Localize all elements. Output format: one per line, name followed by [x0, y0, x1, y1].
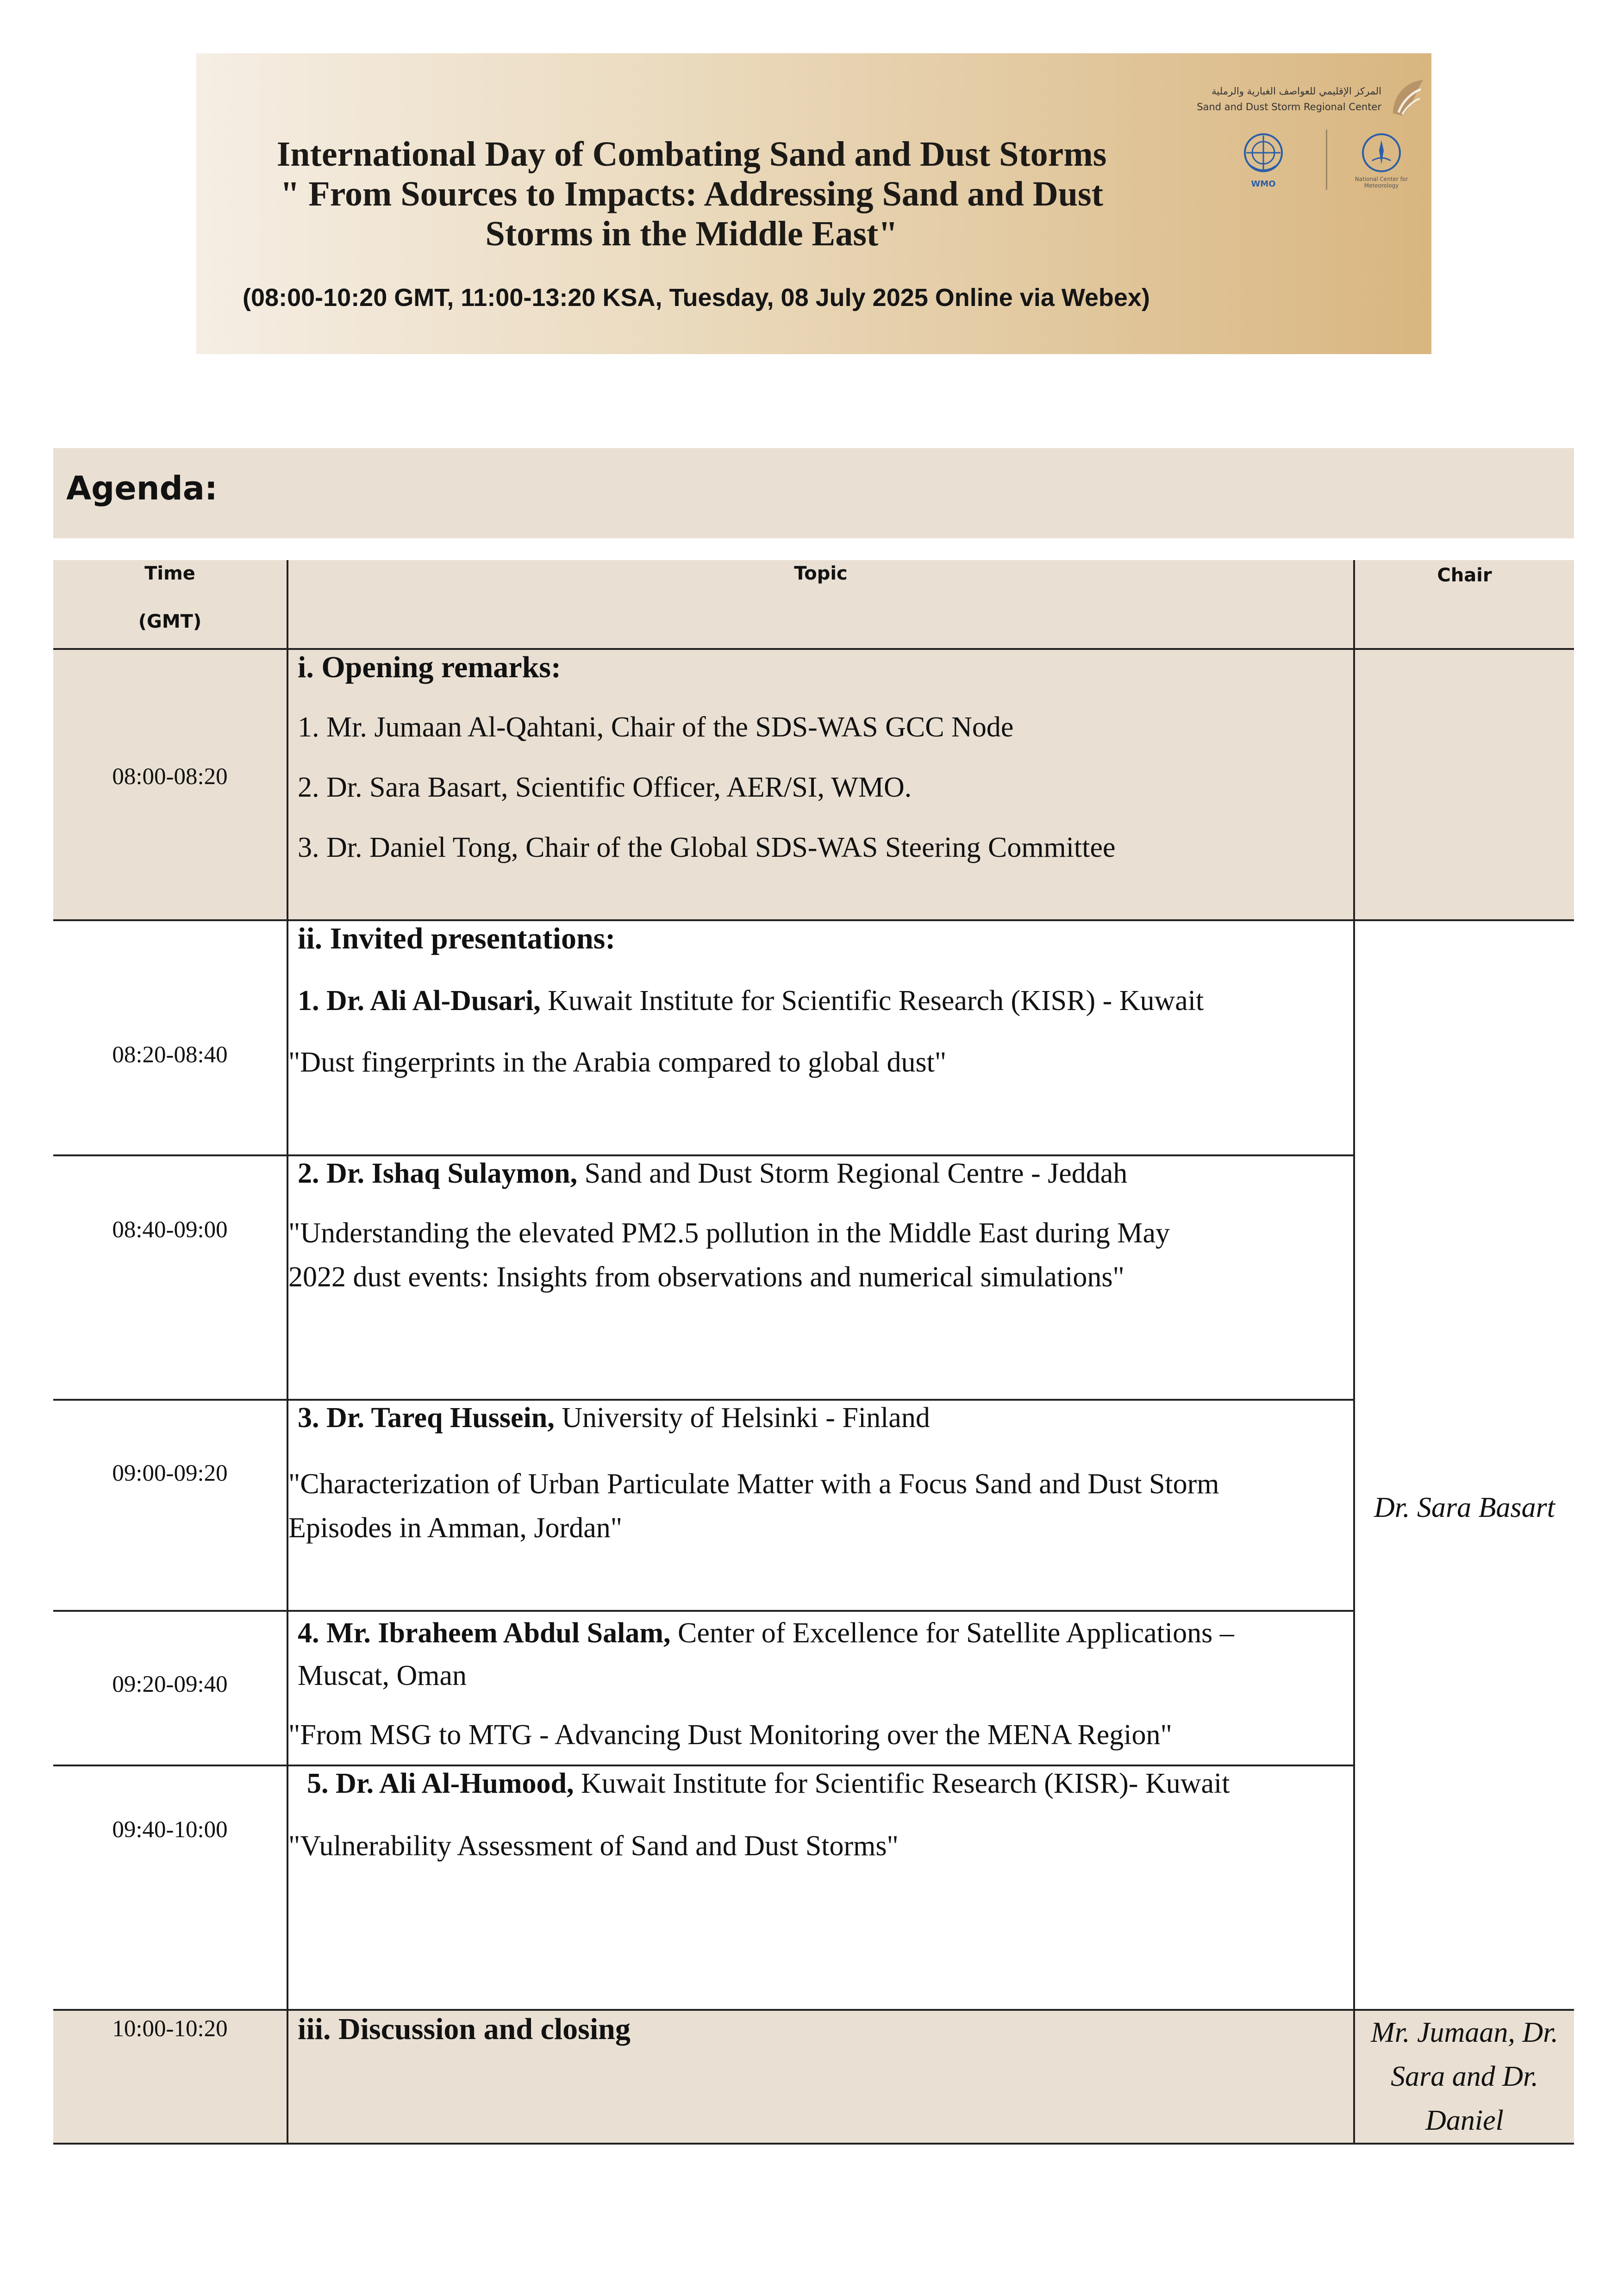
table-row	[53, 649, 1574, 920]
speaker-line	[288, 1156, 1353, 1191]
table-row	[53, 1155, 1574, 1400]
agenda-heading-band	[53, 448, 1574, 538]
list-item: 2. Dr. Sara Basart, Scientific Officer, AER/SI, WMO.	[298, 772, 912, 803]
table-row	[53, 920, 1574, 1155]
talk-title: "Dust fingerprints in the Arabia compared to global dust"	[288, 1047, 947, 1078]
speaker-affiliation: Center of Excellence for Satellite Applications –	[670, 1617, 1234, 1649]
agenda-heading: Agenda:	[66, 469, 218, 507]
wmo-label: WMO	[1251, 179, 1276, 189]
sds-center-logo-icon	[1388, 76, 1425, 118]
event-banner	[196, 53, 1431, 354]
ncm-emblem-icon	[1361, 132, 1402, 174]
table-row	[53, 2010, 1574, 2144]
time-slot: 09:20-09:40	[112, 1671, 228, 1697]
speaker-line	[298, 984, 1353, 1018]
section-heading: ii. Invited presentations:	[298, 922, 616, 955]
speaker-affiliation: University of Helsinki - Finland	[554, 1402, 930, 1434]
table-row	[53, 1611, 1574, 1765]
list-item: 3. Dr. Daniel Tong, Chair of the Global SDS-WAS Steering Committee	[298, 832, 1116, 863]
event-schedule-subtitle: (08:00-10:20 GMT, 11:00-13:20 KSA, Tuesday, 08 July 2025 Online via Webex)	[243, 284, 1150, 312]
list-item: 1. Mr. Jumaan Al-Qahtani, Chair of the SDS-WAS GCC Node	[298, 711, 1014, 743]
event-title: International Day of Combating Sand and Dust Storms " From Sources to Impacts: Addressing Sand and Dust Storms in the Middle East"	[276, 135, 1107, 253]
topic-column-header: Topic	[287, 560, 1354, 649]
time-column-header: Time (GMT)	[53, 560, 287, 649]
closing-chairs: Mr. Jumaan, Dr. Sara and Dr. Daniel	[1371, 2017, 1558, 2136]
time-slot: 10:00-10:20	[112, 2016, 228, 2042]
chair-column-header: Chair	[1354, 560, 1574, 649]
speaker-name: 3. Dr. Tareq Hussein,	[298, 1402, 555, 1434]
logo-divider	[1326, 130, 1327, 190]
presentations-chair: Dr. Sara Basart	[1374, 1492, 1555, 1523]
time-slot: 08:00-08:20	[112, 764, 228, 790]
ncm-label: National Center for Meteorology	[1355, 176, 1408, 189]
talk-title: "Vulnerability Assessment of Sand and Dust Storms"	[288, 1830, 899, 1862]
section-heading: i. Opening remarks:	[298, 650, 561, 684]
table-row	[53, 1765, 1574, 2010]
speaker-name: 1. Dr. Ali Al-Dusari,	[298, 985, 541, 1017]
speaker-line	[288, 1766, 1353, 1801]
table-row	[53, 1400, 1574, 1611]
speaker-name: 5. Dr. Ali Al-Humood,	[307, 1768, 574, 1799]
time-slot: 08:20-08:40	[112, 1042, 228, 1068]
sds-center-arabic-name: المركز الإقليمي للعواصف الغبارية والرملية	[1212, 86, 1381, 97]
agenda-header-row	[53, 560, 1574, 649]
time-slot: 08:40-09:00	[112, 1217, 228, 1243]
speaker-name: 4. Mr. Ibraheem Abdul Salam,	[298, 1617, 671, 1649]
speaker-line	[288, 1401, 1353, 1435]
talk-title: "From MSG to MTG - Advancing Dust Monitoring over the MENA Region"	[288, 1719, 1172, 1751]
speaker-affiliation: Kuwait Institute for Scientific Research (KISR)- Kuwait	[574, 1768, 1230, 1799]
speaker-affiliation: Sand and Dust Storm Regional Centre - Jeddah	[577, 1158, 1128, 1189]
talk-title: "Understanding the elevated PM2.5 pollution in the Middle East during May 2022 dust events: Insights from observations and numerical simulations"	[288, 1217, 1170, 1293]
section-heading: iii. Discussion and closing	[298, 2012, 631, 2046]
wmo-emblem-icon	[1243, 132, 1284, 178]
speaker-name: 2. Dr. Ishaq Sulaymon,	[298, 1158, 578, 1189]
speaker-line: 4. Mr. Ibraheem Abdul Salam, Center of Excellence for Satellite Applications – Muscat, Oman	[298, 1617, 1234, 1691]
time-slot: 09:00-09:20	[112, 1460, 228, 1486]
agenda-table	[53, 560, 1574, 2145]
time-slot: 09:40-10:00	[112, 1817, 228, 1843]
talk-title: "Characterization of Urban Particulate Matter with a Focus Sand and Dust Storm Episodes in Amman, Jordan"	[288, 1468, 1219, 1544]
sds-center-english-name: Sand and Dust Storm Regional Center	[1197, 101, 1381, 112]
speaker-affiliation: Kuwait Institute for Scientific Research (KISR) - Kuwait	[540, 985, 1204, 1017]
